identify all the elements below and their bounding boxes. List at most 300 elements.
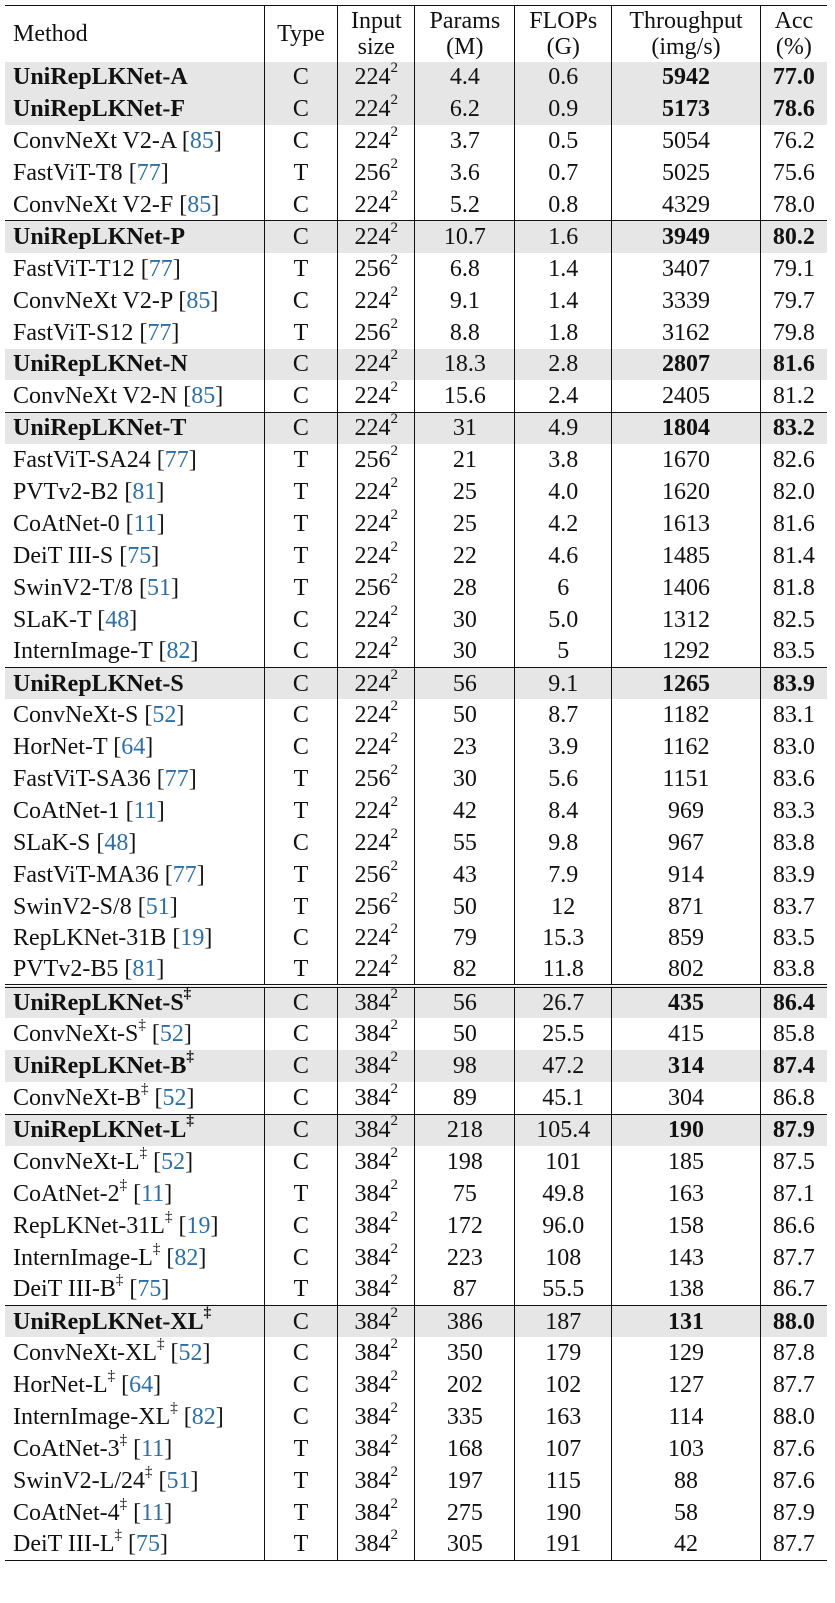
squared-mark: 2 <box>390 315 399 332</box>
type-cell: T <box>264 253 338 285</box>
acc-cell: 87.7 <box>760 1369 827 1401</box>
flops-cell: 5.6 <box>515 763 612 795</box>
method-name: HorNet-L <box>13 1372 108 1399</box>
method-cell: ConvNeXt-S‡ [52] <box>13 1017 192 1048</box>
type-cell: C <box>264 1369 338 1401</box>
method-cell: PVTv2-B5 [81] <box>13 956 165 983</box>
citation-link[interactable]: 52 <box>159 1021 184 1048</box>
citation-link[interactable]: 77 <box>148 255 173 282</box>
acc-cell: 86.4 <box>760 986 827 1018</box>
squared-mark: 2 <box>390 1176 399 1193</box>
method-name: RepLKNet-31L <box>13 1212 165 1239</box>
type-cell: C <box>264 636 338 668</box>
acc-cell: 80.2 <box>760 221 827 253</box>
acc-cell: 79.8 <box>760 317 827 349</box>
finetune-mark: ‡ <box>114 1527 123 1544</box>
citation-link[interactable]: 52 <box>178 1340 203 1367</box>
acc-cell: 83.8 <box>760 827 827 859</box>
flops-cell: 0.9 <box>515 93 612 125</box>
input-size-cell <box>338 572 415 604</box>
type-cell: C <box>264 1146 338 1178</box>
throughput-cell: 4329 <box>612 189 761 221</box>
params-cell: 3.7 <box>415 125 515 157</box>
flops-cell: 9.8 <box>515 827 612 859</box>
table-row <box>5 604 827 636</box>
input-size-cell <box>338 859 415 891</box>
finetune-mark: ‡ <box>203 1304 212 1321</box>
table-row <box>5 189 827 221</box>
input-size-value: 256 <box>354 255 391 282</box>
method-cell: HorNet-L‡ [64] <box>13 1368 162 1399</box>
throughput-cell: 1162 <box>612 731 761 763</box>
acc-cell: 83.8 <box>760 954 827 986</box>
input-size-cell <box>338 285 415 317</box>
flops-cell: 7.9 <box>515 859 612 891</box>
method-name: ConvNeXt V2-F <box>13 191 174 218</box>
input-size-cell <box>338 317 415 349</box>
citation-link[interactable]: 82 <box>174 1244 199 1271</box>
method-cell: InternImage-L‡ [82] <box>13 1240 207 1271</box>
method-cell <box>5 1114 264 1146</box>
throughput-cell: 5173 <box>612 93 761 125</box>
flops-cell: 15.3 <box>515 923 612 955</box>
method-name: FastViT-SA36 <box>13 766 151 793</box>
type-cell: C <box>264 189 338 221</box>
params-cell: 43 <box>415 859 515 891</box>
citation-link[interactable]: 75 <box>136 1531 161 1558</box>
type-cell: T <box>264 1178 338 1210</box>
type-cell: C <box>264 93 338 125</box>
method-name: CoAtNet-4 <box>13 1499 120 1526</box>
throughput-cell: 2405 <box>612 380 761 412</box>
table-row <box>5 1305 827 1337</box>
throughput-cell: 1265 <box>612 667 761 699</box>
squared-mark: 2 <box>390 156 399 173</box>
table-row <box>5 1497 827 1529</box>
input-size-value: 224 <box>354 96 391 123</box>
citation-link[interactable]: 82 <box>166 638 191 665</box>
throughput-cell: 859 <box>612 923 761 955</box>
method-cell <box>5 1305 264 1337</box>
finetune-mark: ‡ <box>139 1144 148 1161</box>
flops-cell: 2.8 <box>515 349 612 381</box>
table-row <box>5 1369 827 1401</box>
input-size-value: 384 <box>354 1180 391 1207</box>
flops-cell: 55.5 <box>515 1274 612 1306</box>
params-cell: 23 <box>415 731 515 763</box>
citation-link[interactable]: 82 <box>191 1404 216 1431</box>
citation-link[interactable]: 51 <box>145 893 170 920</box>
throughput-cell: 190 <box>612 1114 761 1146</box>
throughput-cell: 1620 <box>612 476 761 508</box>
table-row <box>5 285 827 317</box>
params-cell: 10.7 <box>415 221 515 253</box>
type-cell: T <box>264 476 338 508</box>
acc-cell: 75.6 <box>760 157 827 189</box>
throughput-cell: 3162 <box>612 317 761 349</box>
acc-cell: 82.5 <box>760 604 827 636</box>
input-size-value: 224 <box>354 925 391 952</box>
flops-cell: 191 <box>515 1529 612 1561</box>
table-row <box>5 317 827 349</box>
acc-cell: 81.6 <box>760 508 827 540</box>
citation-link[interactable]: 81 <box>132 479 157 506</box>
table-row <box>5 253 827 285</box>
acc-cell: 79.1 <box>760 253 827 285</box>
table-row <box>5 349 827 381</box>
input-size-value: 224 <box>354 797 391 824</box>
method-cell <box>5 93 264 125</box>
input-size-value: 384 <box>354 1276 391 1303</box>
input-size-value: 224 <box>354 638 391 665</box>
params-cell: 6.8 <box>415 253 515 285</box>
params-cell: 197 <box>415 1465 515 1497</box>
acc-cell: 87.5 <box>760 1146 827 1178</box>
citation-link[interactable]: 85 <box>186 287 211 314</box>
table-row <box>5 636 827 668</box>
flops-cell: 0.6 <box>515 62 612 94</box>
type-cell: T <box>264 317 338 349</box>
input-size-cell <box>338 954 415 986</box>
params-cell: 25 <box>415 476 515 508</box>
type-cell: T <box>264 795 338 827</box>
throughput-cell: 2807 <box>612 349 761 381</box>
table-row <box>5 62 827 94</box>
citation-link[interactable]: 52 <box>152 702 177 729</box>
throughput-cell: 435 <box>612 986 761 1018</box>
method-cell: ConvNeXt-XL‡ [52] <box>13 1336 211 1367</box>
method-name: SLaK-S <box>13 829 91 856</box>
input-size-cell <box>338 1018 415 1050</box>
table-row <box>5 93 827 125</box>
flops-cell: 26.7 <box>515 986 612 1018</box>
citation-link[interactable]: 64 <box>121 734 146 761</box>
flops-cell: 179 <box>515 1337 612 1369</box>
input-size-cell <box>338 795 415 827</box>
throughput-cell: 88 <box>612 1465 761 1497</box>
squared-mark: 2 <box>390 1113 399 1130</box>
squared-mark: 2 <box>390 506 399 523</box>
throughput-cell: 143 <box>612 1242 761 1274</box>
method-name: UniRepLKNet-B <box>13 1053 187 1080</box>
type-cell: C <box>264 349 338 381</box>
citation-link[interactable]: 11 <box>141 1499 165 1526</box>
throughput-cell: 163 <box>612 1178 761 1210</box>
method-name: UniRepLKNet-A <box>13 64 188 91</box>
flops-cell: 25.5 <box>515 1018 612 1050</box>
squared-mark: 2 <box>390 825 399 842</box>
col-params-label-2: (M) <box>446 33 484 60</box>
squared-mark: 2 <box>390 92 399 109</box>
input-size-value: 256 <box>354 893 391 920</box>
throughput-cell: 871 <box>612 891 761 923</box>
acc-cell: 86.6 <box>760 1210 827 1242</box>
table-row <box>5 795 827 827</box>
citation-link[interactable]: 11 <box>133 797 157 824</box>
type-cell: C <box>264 1210 338 1242</box>
input-size-cell <box>338 1178 415 1210</box>
citation-link[interactable]: 77 <box>136 160 161 187</box>
squared-mark: 2 <box>390 921 399 938</box>
acc-cell: 88.0 <box>760 1401 827 1433</box>
table-row <box>5 1433 827 1465</box>
method-name: FastViT-T12 <box>13 255 135 282</box>
method-cell <box>5 1050 264 1082</box>
throughput-cell: 1670 <box>612 444 761 476</box>
citation-link[interactable]: 51 <box>147 574 171 601</box>
method-cell: SwinV2-T/8 [51] <box>13 574 179 601</box>
table-row <box>5 444 827 476</box>
citation-link[interactable]: 52 <box>162 1084 187 1111</box>
throughput-cell: 42 <box>612 1529 761 1561</box>
input-size-value: 384 <box>354 1244 391 1271</box>
citation-link[interactable]: 48 <box>105 606 130 633</box>
squared-mark: 2 <box>390 793 399 810</box>
citation-link[interactable]: 85 <box>191 383 216 410</box>
table-row <box>5 986 827 1018</box>
flops-cell: 1.4 <box>515 285 612 317</box>
type-cell: C <box>264 380 338 412</box>
col-throughput-label-2: (img/s) <box>651 33 721 60</box>
method-cell: ConvNeXt-B‡ [52] <box>13 1080 195 1111</box>
input-size-value: 384 <box>354 1148 391 1175</box>
method-cell: PVTv2-B2 [81] <box>13 479 165 506</box>
flops-cell: 8.4 <box>515 795 612 827</box>
params-cell: 42 <box>415 795 515 827</box>
input-size-value: 384 <box>354 990 391 1017</box>
squared-mark: 2 <box>390 1208 399 1225</box>
method-name: UniRepLKNet-XL <box>13 1308 204 1335</box>
params-cell: 4.4 <box>415 62 515 94</box>
input-size-cell <box>338 891 415 923</box>
acc-cell: 81.6 <box>760 349 827 381</box>
input-size-value: 384 <box>354 1117 391 1144</box>
table-row <box>5 125 827 157</box>
input-size-value: 224 <box>354 224 391 251</box>
method-cell: FastViT-SA36 [77] <box>13 766 197 793</box>
citation-link[interactable]: 75 <box>137 1276 162 1303</box>
input-size-value: 224 <box>354 351 391 378</box>
citation-link[interactable]: 11 <box>133 510 157 537</box>
throughput-cell: 1406 <box>612 572 761 604</box>
flops-cell: 1.4 <box>515 253 612 285</box>
col-flops-label-2: (G) <box>546 33 580 60</box>
type-cell: C <box>264 221 338 253</box>
flops-cell: 96.0 <box>515 1210 612 1242</box>
input-size-value: 224 <box>354 670 391 697</box>
table-row <box>5 508 827 540</box>
citation-link[interactable]: 48 <box>104 829 129 856</box>
throughput-cell: 1485 <box>612 540 761 572</box>
input-size-cell <box>338 1274 415 1306</box>
acc-cell: 83.0 <box>760 731 827 763</box>
method-cell: ConvNeXt-S [52] <box>13 702 185 729</box>
squared-mark: 2 <box>390 187 399 204</box>
flops-cell: 47.2 <box>515 1050 612 1082</box>
acc-cell: 78.0 <box>760 189 827 221</box>
type-cell: T <box>264 954 338 986</box>
acc-cell: 87.9 <box>760 1497 827 1529</box>
table-row <box>5 1337 827 1369</box>
flops-cell: 3.8 <box>515 444 612 476</box>
citation-link[interactable]: 19 <box>180 925 205 952</box>
squared-mark: 2 <box>390 1431 399 1448</box>
squared-mark: 2 <box>390 1049 399 1066</box>
squared-mark: 2 <box>390 538 399 555</box>
finetune-mark: ‡ <box>170 1400 178 1417</box>
citation-link[interactable]: 77 <box>164 766 189 793</box>
squared-mark: 2 <box>390 666 399 683</box>
type-cell: T <box>264 1497 338 1529</box>
table-row <box>5 221 827 253</box>
squared-mark: 2 <box>390 475 399 492</box>
squared-mark: 2 <box>390 1304 399 1321</box>
table-row <box>5 380 827 412</box>
method-name: HorNet-T <box>13 734 108 761</box>
acc-cell: 83.7 <box>760 891 827 923</box>
input-size-value: 256 <box>354 766 391 793</box>
method-name: CoAtNet-3 <box>13 1435 120 1462</box>
throughput-cell: 967 <box>612 827 761 859</box>
input-size-value: 256 <box>354 861 391 888</box>
method-name: ConvNeXt-S <box>13 1021 139 1048</box>
acc-cell: 87.9 <box>760 1114 827 1146</box>
method-name: FastViT-S12 <box>13 319 134 346</box>
table-row <box>5 476 827 508</box>
method-cell <box>5 349 264 381</box>
citation-link[interactable]: 64 <box>129 1372 154 1399</box>
method-name: UniRepLKNet-S <box>13 990 184 1017</box>
input-size-value: 384 <box>354 1404 391 1431</box>
throughput-cell: 1804 <box>612 412 761 444</box>
flops-cell: 4.0 <box>515 476 612 508</box>
squared-mark: 2 <box>390 634 399 651</box>
finetune-mark: ‡ <box>186 1049 194 1066</box>
params-cell: 9.1 <box>415 285 515 317</box>
method-name: RepLKNet-31B <box>13 925 167 952</box>
params-cell: 5.2 <box>415 189 515 221</box>
input-size-value: 224 <box>354 191 391 218</box>
flops-cell: 6 <box>515 572 612 604</box>
table-row <box>5 412 827 444</box>
params-cell: 56 <box>415 986 515 1018</box>
citation-link[interactable]: 77 <box>147 319 172 346</box>
params-cell: 31 <box>415 412 515 444</box>
input-size-cell <box>338 1465 415 1497</box>
throughput-cell: 1312 <box>612 604 761 636</box>
input-size-value: 224 <box>354 64 391 91</box>
table-row <box>5 954 827 986</box>
method-name: SLaK-T <box>13 606 92 633</box>
params-cell: 172 <box>415 1210 515 1242</box>
method-name: DeiT III-L <box>13 1531 115 1558</box>
citation-link[interactable]: 11 <box>141 1180 165 1207</box>
col-input-size-header <box>338 6 415 62</box>
method-cell: InternImage-XL‡ [82] <box>13 1400 224 1431</box>
input-size-value: 224 <box>354 479 391 506</box>
input-size-value: 224 <box>354 287 391 314</box>
squared-mark: 2 <box>390 986 399 1003</box>
input-size-value: 224 <box>354 383 391 410</box>
flops-cell: 190 <box>515 1497 612 1529</box>
method-name: InternImage-L <box>13 1244 153 1271</box>
input-size-cell <box>338 636 415 668</box>
acc-cell: 78.6 <box>760 93 827 125</box>
input-size-cell <box>338 1497 415 1529</box>
type-cell: C <box>264 285 338 317</box>
squared-mark: 2 <box>390 857 399 874</box>
input-size-value: 224 <box>354 542 391 569</box>
table-row <box>5 572 827 604</box>
input-size-cell <box>338 253 415 285</box>
type-cell: C <box>264 1401 338 1433</box>
col-throughput-label-1: Throughput <box>629 7 743 34</box>
citation-link[interactable]: 51 <box>166 1467 191 1494</box>
squared-mark: 2 <box>390 1272 399 1289</box>
method-cell: CoAtNet-1 [11] <box>13 797 165 824</box>
input-size-value: 256 <box>354 160 391 187</box>
input-size-cell <box>338 1242 415 1274</box>
method-cell: FastViT-S12 [77] <box>13 319 180 346</box>
flops-cell: 4.6 <box>515 540 612 572</box>
throughput-cell: 3407 <box>612 253 761 285</box>
citation-link[interactable]: 75 <box>127 542 152 569</box>
flops-cell: 11.8 <box>515 954 612 986</box>
citation-link[interactable]: 85 <box>189 128 214 155</box>
params-cell: 89 <box>415 1082 515 1114</box>
squared-mark: 2 <box>390 220 399 237</box>
params-cell: 25 <box>415 508 515 540</box>
flops-cell: 101 <box>515 1146 612 1178</box>
method-cell: SwinV2-S/8 [51] <box>13 893 178 920</box>
method-name: InternImage-XL <box>13 1404 171 1431</box>
params-cell: 218 <box>415 1114 515 1146</box>
input-size-cell <box>338 125 415 157</box>
citation-link[interactable]: 77 <box>172 861 197 888</box>
citation-link[interactable]: 19 <box>186 1212 211 1239</box>
citation-link[interactable]: 11 <box>141 1435 165 1462</box>
method-name: FastViT-MA36 <box>13 861 159 888</box>
table-row <box>5 1529 827 1561</box>
method-cell: ConvNeXt V2-F [85] <box>13 191 220 218</box>
squared-mark: 2 <box>390 570 399 587</box>
input-size-value: 224 <box>354 956 391 983</box>
citation-link[interactable]: 77 <box>164 447 189 474</box>
input-size-value: 224 <box>354 702 391 729</box>
method-name: DeiT III-B <box>13 1276 116 1303</box>
input-size-value: 224 <box>354 606 391 633</box>
flops-cell: 0.5 <box>515 125 612 157</box>
type-cell: T <box>264 444 338 476</box>
params-cell: 6.2 <box>415 93 515 125</box>
citation-link[interactable]: 81 <box>132 956 157 983</box>
flops-cell: 1.6 <box>515 221 612 253</box>
acc-cell: 83.3 <box>760 795 827 827</box>
citation-link[interactable]: 85 <box>187 191 212 218</box>
citation-link[interactable]: 52 <box>161 1148 186 1175</box>
input-size-cell <box>338 157 415 189</box>
type-cell: T <box>264 572 338 604</box>
flops-cell: 0.8 <box>515 189 612 221</box>
squared-mark: 2 <box>390 1336 399 1353</box>
input-size-cell <box>338 1433 415 1465</box>
input-size-value: 224 <box>354 829 391 856</box>
method-name: PVTv2-B2 <box>13 479 119 506</box>
input-size-cell <box>338 827 415 859</box>
col-method-label: Method <box>13 20 88 47</box>
input-size-value: 224 <box>354 734 391 761</box>
input-size-value: 224 <box>354 510 391 537</box>
